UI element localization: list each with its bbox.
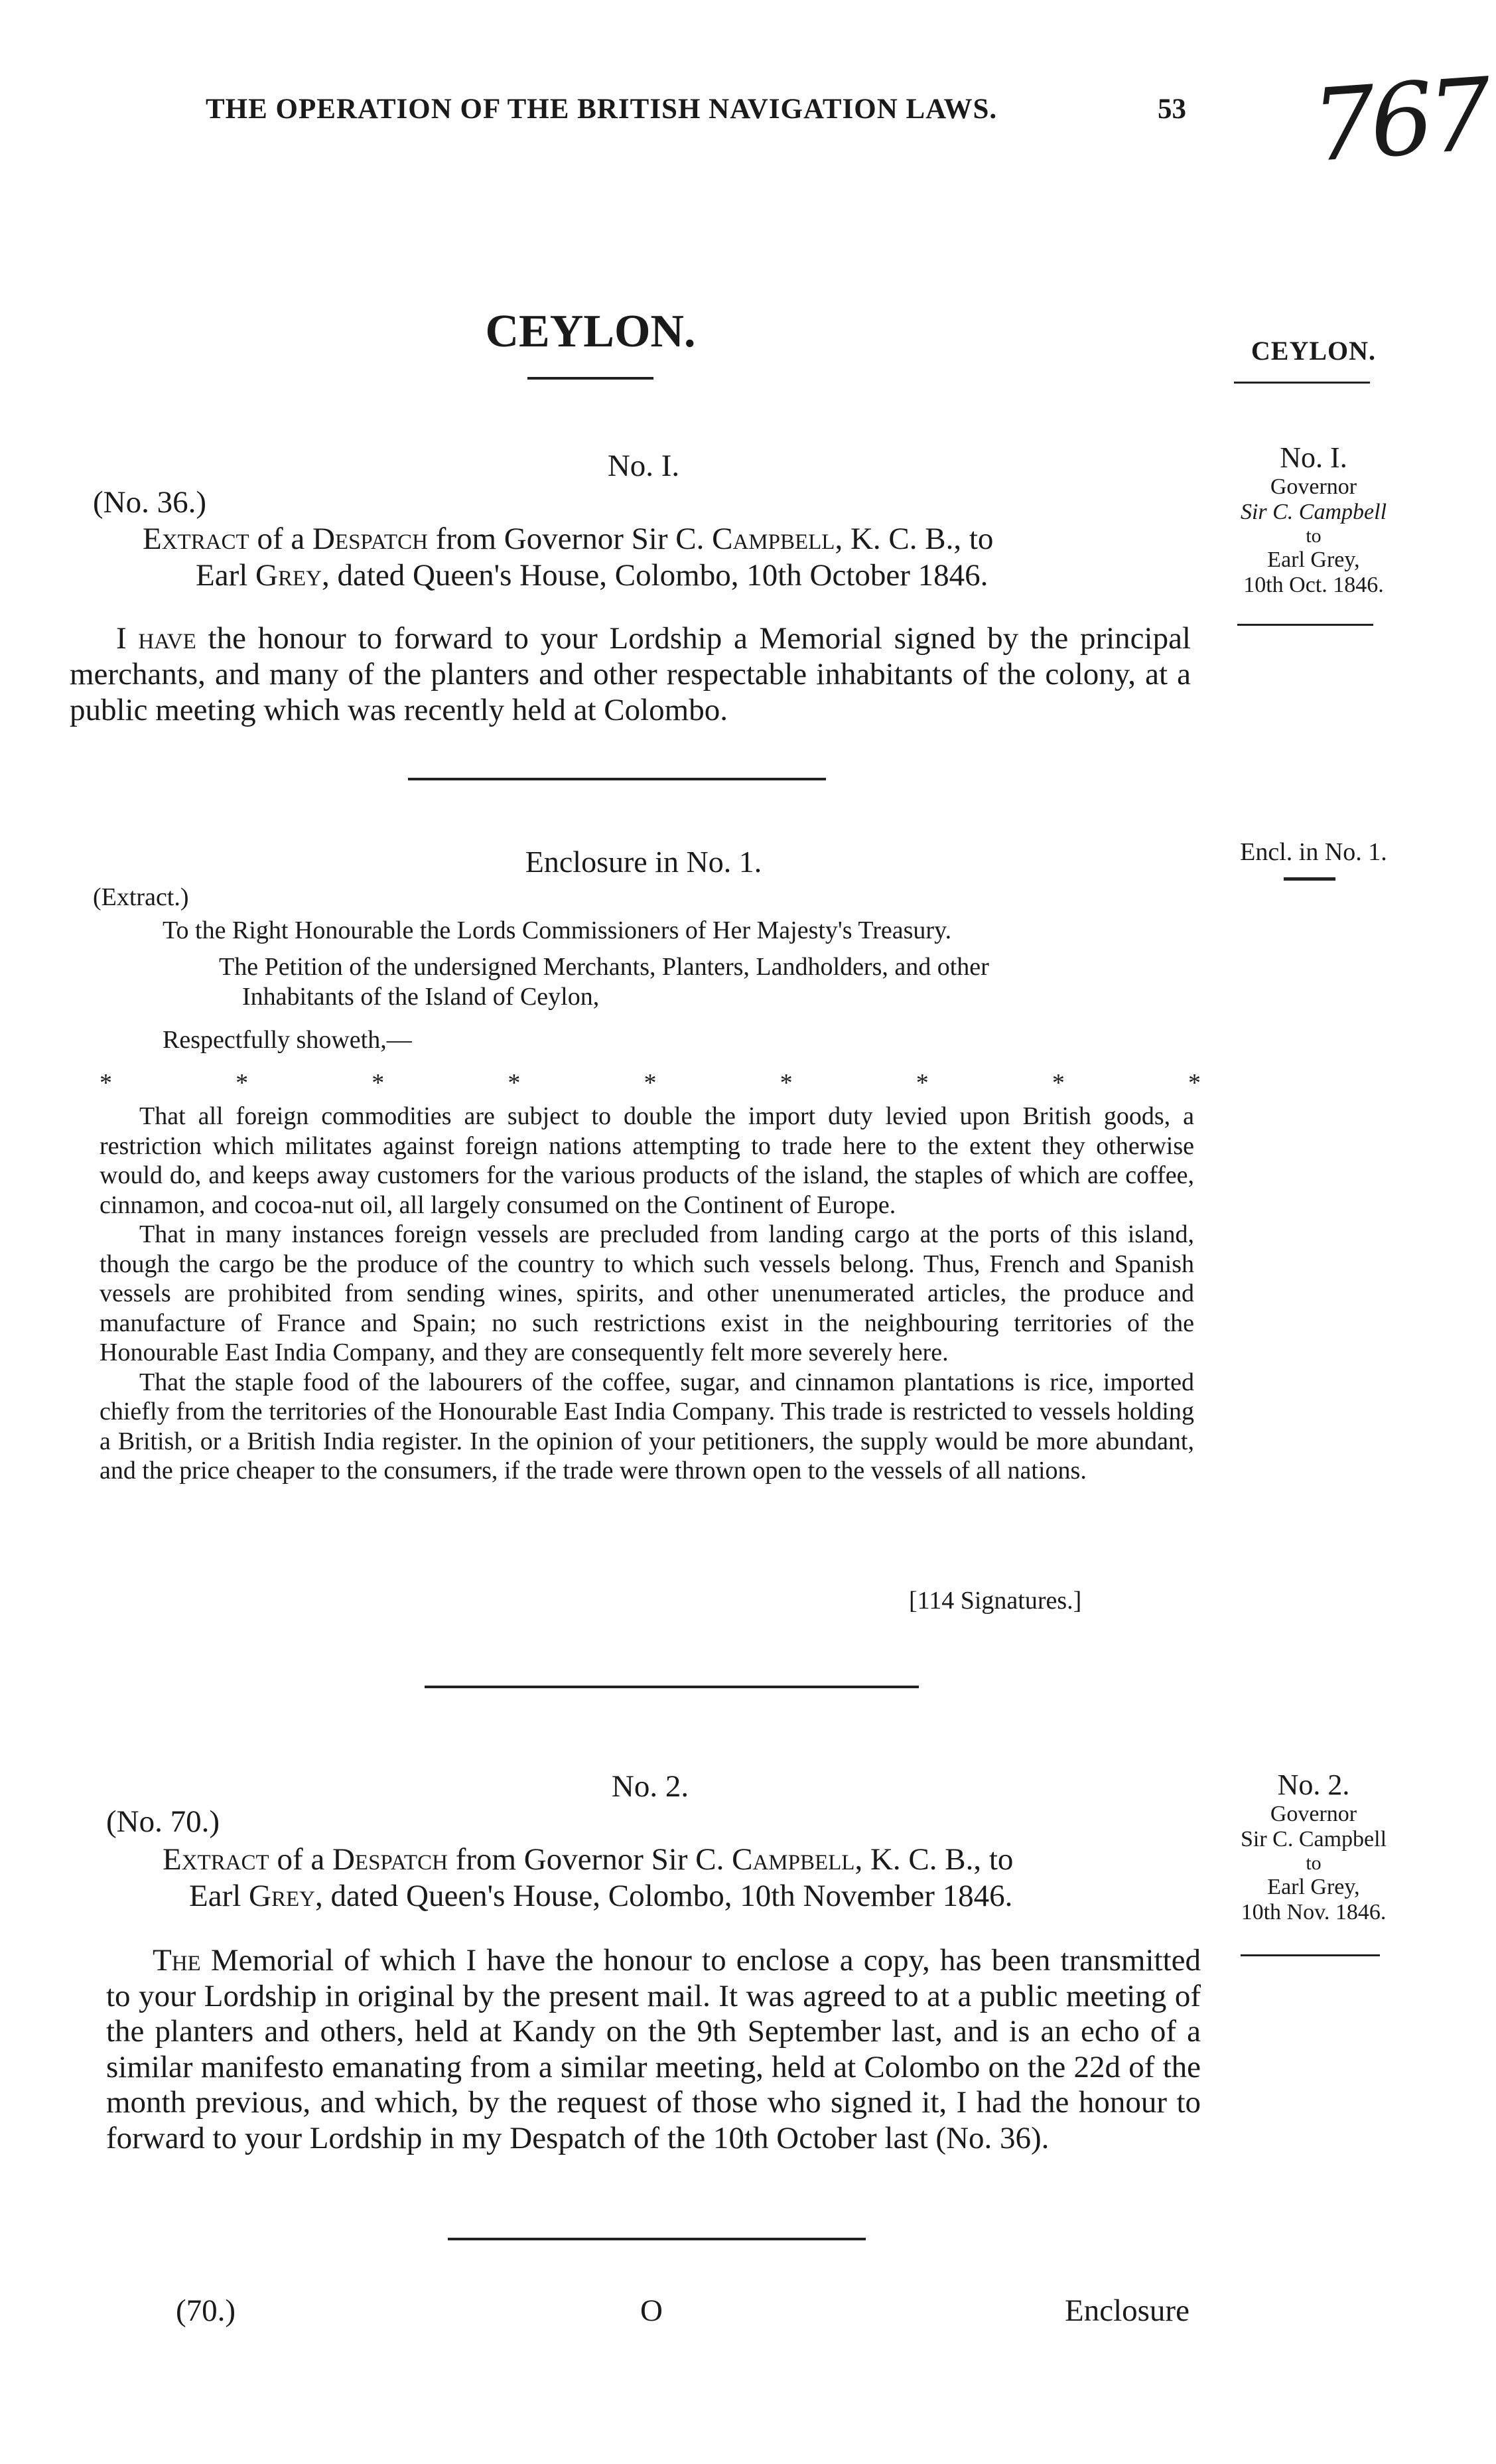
enclosure-margin-rule [1284, 877, 1335, 881]
star: * [1188, 1069, 1201, 1097]
petition-paragraph-1: That all foreign commodities are subject to double the import duty levied upon British goods, a restriction which militates against foreign nations attempting to trade here to the extent they otherwise would do, and keeps away customers for the various products of the island, the staples of which are coffee, cinnamon, and cocoa-nut oil, all largely consumed on the Continent of Europe. [100, 1102, 1194, 1219]
extract-date: , dated Queen's House, Colombo, 10th October 1846. [321, 558, 988, 593]
star: * [780, 1069, 793, 1097]
despatch-word: Despatch [332, 1842, 448, 1877]
campbell-name: Campbell [732, 1842, 855, 1877]
petition-paragraph-2: That in many instances foreign vessels are precluded from landing cargo at the ports of this island, though the cargo be the produce of the country to which such vessels belong. Thus, French and Spanish vessels are prohibited from sending wines, spirits, and other unenumerated articles, the produce and manufacture of France and Spain; no such restrictions exist in the neighbouring territories of the Honourable East India Company, and they are consequently felt more severely here. [100, 1220, 1194, 1366]
star: * [236, 1069, 249, 1097]
page-number: 53 [1158, 94, 1186, 125]
no1-extract-line1 [143, 521, 993, 557]
enclosure-heading: Enclosure in No. 1. [525, 845, 762, 879]
margin-governor: Governor [1270, 474, 1357, 499]
section-rule-1 [408, 778, 826, 780]
no2-body-text: Memorial of which I have the honour to enclose a copy, has been transmitted to your Lordship in original by the present mail. It was agreed to at a public meeting of the planters and others, held at Kandy on the 9th September last, and is an echo of a similar manifesto emanating from a similar meeting, held at Colombo on the 22d of the month previous, and which, by the request of those who signed it, I had the honour to forward to your Lordship in my Despatch of the 10th October last (No. 36). [106, 1943, 1201, 2155]
no2-extract-line2 [189, 1878, 1012, 1914]
campbell-name: Campbell [712, 522, 835, 556]
petition-paragraph-3: That the staple food of the labourers of the coffee, sugar, and cinnamon plantations is rice, imported chiefly from the territories of the Honourable East India Company. This trade is restricted to vessels holding a British, or a British India register. In the opinion of your petitioners, the supply would be more abundant, and the price cheaper to the consumers, if the trade were thrown open to the vessels of all nations. [100, 1368, 1194, 1485]
margin-campbell: Sir C. Campbell [1240, 1827, 1387, 1851]
no2-body-paragraph [106, 1943, 1201, 2156]
star: * [372, 1069, 385, 1097]
no1-heading: No. I. [607, 449, 680, 483]
extract-word: Extract [143, 522, 249, 556]
earl-word: Earl [189, 1879, 249, 1913]
petition-line2: Inhabitants of the Island of Ceylon, [242, 983, 600, 1011]
no2-heading: No. 2. [611, 1769, 689, 1804]
margin-governor: Governor [1270, 1802, 1357, 1826]
extract-of-a: of a [249, 522, 312, 556]
footer-center-mark: O [640, 2293, 663, 2328]
no2-despatch-number: (No. 70.) [106, 1804, 220, 1839]
address-line: To the Right Honourable the Lords Commissioners of Her Majesty's Treasury. [163, 916, 952, 944]
no2-margin-note [1214, 1769, 1413, 1925]
no1-despatch-number: (No. 36.) [93, 485, 206, 520]
star: * [916, 1069, 929, 1097]
star: * [100, 1069, 112, 1097]
margin-rule-1 [1237, 624, 1373, 626]
section-rule-2 [425, 1686, 919, 1688]
margin-title-rule [1234, 382, 1370, 384]
extract-label: (Extract.) [93, 883, 189, 911]
margin-date: 10th Nov. 1846. [1241, 1900, 1387, 1924]
extract-end: , K. C. B., to [854, 1842, 1014, 1877]
margin-title: CEYLON. [1251, 336, 1377, 366]
earl-word: Earl [196, 558, 256, 593]
signatures-count: [114 Signatures.] [909, 1587, 1082, 1615]
no1-body-text: the honour to forward to your Lordship a Memorial signed by the principal merchants, and many of the planters and other respectable inhabitants of the colony, at a public meeting which was recently held at Colombo. [70, 621, 1191, 727]
margin-no1: No. I. [1280, 441, 1347, 474]
extract-word: Extract [163, 1842, 269, 1877]
star: * [508, 1069, 521, 1097]
no1-margin-note [1214, 441, 1413, 598]
no1-body-paragraph [70, 620, 1191, 728]
extract-text: from Governor Sir C. [427, 522, 713, 556]
page-title: CEYLON. [485, 306, 696, 357]
margin-no2: No. 2. [1277, 1769, 1350, 1801]
margin-to: to [1306, 525, 1322, 547]
petition-body [100, 1102, 1194, 1486]
title-rule [527, 377, 653, 380]
star: * [1052, 1069, 1065, 1097]
grey-name: Grey [249, 1879, 315, 1913]
extract-text: from Governor Sir C. [447, 1842, 732, 1877]
margin-date: 10th Oct. 1846. [1243, 573, 1384, 597]
footer-signature-mark: (70.) [176, 2293, 236, 2328]
handwritten-folio-number: 767 [1308, 57, 1491, 184]
no1-extract-line2 [196, 557, 988, 593]
no2-body-lead: The [153, 1943, 201, 1978]
section-rule-3 [448, 2238, 866, 2240]
extract-date: , dated Queen's House, Colombo, 10th November 1846. [314, 1879, 1013, 1913]
ellipsis-stars [100, 1068, 1201, 1098]
no2-extract-line1 [163, 1842, 1013, 1877]
margin-to: to [1306, 1852, 1322, 1874]
running-title: THE OPERATION OF THE BRITISH NAVIGATION LAWS. [206, 94, 998, 125]
margin-rule-2 [1241, 1954, 1380, 1956]
extract-of-a: of a [269, 1842, 332, 1877]
no1-body-lead: I have [116, 621, 196, 656]
margin-campbell: Sir C. Campbell [1240, 500, 1387, 524]
margin-earl-grey: Earl Grey, [1267, 547, 1360, 572]
enclosure-margin-note: Encl. in No. 1. [1240, 838, 1387, 866]
footer-catchword: Enclosure [1065, 2293, 1190, 2328]
star: * [644, 1069, 657, 1097]
showeth-line: Respectfully showeth,— [163, 1026, 412, 1054]
grey-name: Grey [255, 558, 322, 593]
despatch-word: Despatch [312, 522, 428, 556]
margin-earl-grey: Earl Grey, [1267, 1875, 1360, 1899]
extract-end: , K. C. B., to [835, 522, 994, 556]
petition-line1: The Petition of the undersigned Merchants, Planters, Landholders, and other [219, 953, 989, 981]
